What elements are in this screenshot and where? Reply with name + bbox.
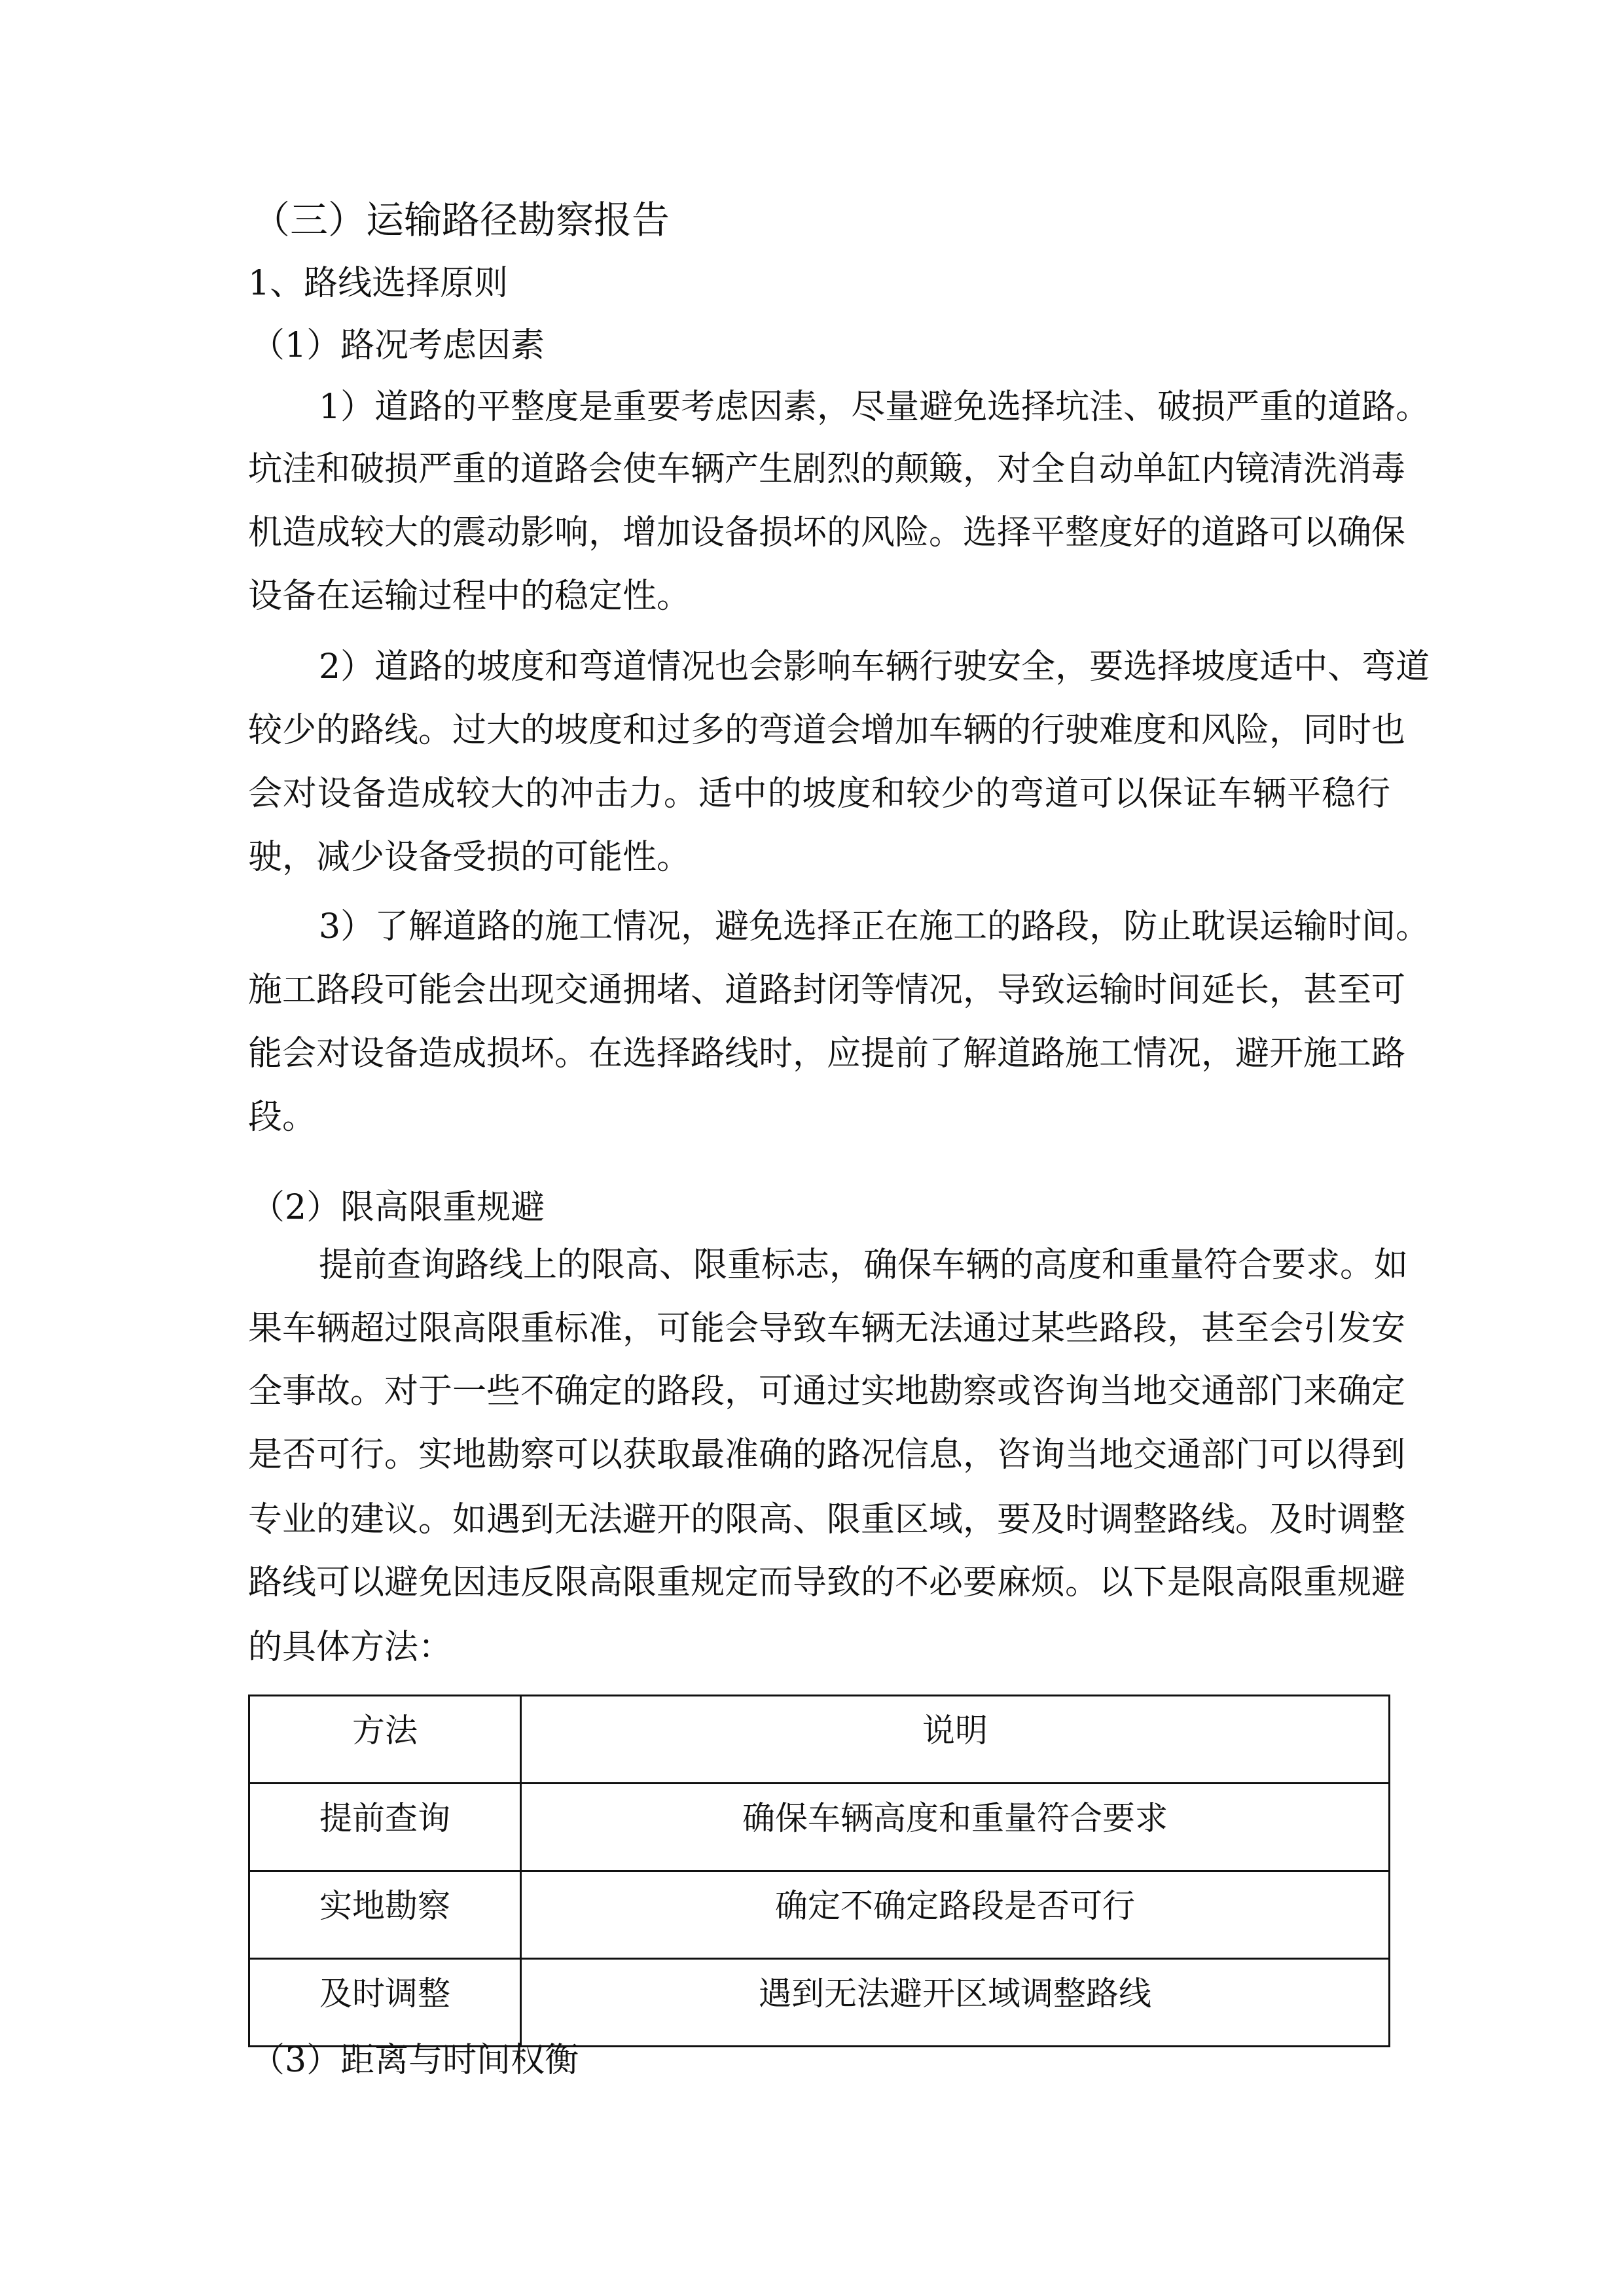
- text-line: 提前查询路线上的限高、限重标志，确保车辆的高度和重量符合要求。如: [319, 1246, 1409, 1285]
- text-line: 果车辆超过限高限重标准，可能会导致车辆无法通过某些路段，甚至会引发安: [248, 1309, 1406, 1348]
- text-line: 会对设备造成较大的冲击力。适中的坡度和较少的弯道可以保证车辆平稳行: [248, 774, 1390, 814]
- table-row: [249, 1784, 1390, 1871]
- table-header-row: [249, 1696, 1390, 1784]
- subsection-heading-1: （1）路况考虑因素: [251, 326, 545, 365]
- text-line: 较少的路线。过大的坡度和过多的弯道会增加车辆的行驶难度和风险，同时也: [248, 711, 1406, 750]
- text-line: 段。: [248, 1098, 317, 1137]
- text-line: 驶，减少设备受损的可能性。: [248, 838, 691, 877]
- text-line: 机造成较大的震动影响，增加设备损坏的风险。选择平整度好的道路可以确保: [248, 513, 1406, 552]
- text-line: 坑洼和破损严重的道路会使车辆产生剧烈的颠簸，对全自动单缸内镜清洗消毒: [248, 450, 1406, 489]
- table-cell: 及时调整: [249, 1959, 521, 2047]
- methods-table: [248, 1695, 1390, 2047]
- text-line: 路线可以避免因违反限高限重规定而导致的不必要麻烦。以下是限高限重规避: [248, 1563, 1406, 1602]
- page-title: （三）运输路径勘察报告: [252, 198, 670, 242]
- table-header-description: 说明: [521, 1696, 1390, 1784]
- table-cell: 遇到无法避开区域调整路线: [521, 1959, 1390, 2047]
- text-line: 全事故。对于一些不确定的路段，可通过实地勘察或咨询当地交通部门来确定: [248, 1372, 1406, 1411]
- subsection-heading-2: （2）限高限重规避: [251, 1188, 545, 1227]
- text-line: 1）道路的平整度是重要考虑因素，尽量避免选择坑洼、破损严重的道路。: [319, 387, 1430, 427]
- table-row: [249, 1959, 1390, 2047]
- table-cell: 实地勘察: [249, 1871, 521, 1959]
- table-cell: 提前查询: [249, 1784, 521, 1871]
- text-line: 2）道路的坡度和弯道情况也会影响车辆行驶安全，要选择坡度适中、弯道: [319, 647, 1430, 687]
- text-line: 施工路段可能会出现交通拥堵、道路封闭等情况，导致运输时间延长，甚至可: [248, 971, 1406, 1010]
- subsection-heading-3: （3）距离与时间权衡: [251, 2041, 579, 2080]
- text-line: 设备在运输过程中的稳定性。: [248, 577, 691, 616]
- text-line: 3）了解道路的施工情况，避免选择正在施工的路段，防止耽误运输时间。: [319, 907, 1430, 946]
- table-cell: 确定不确定路段是否可行: [521, 1871, 1390, 1959]
- text-line: 专业的建议。如遇到无法避开的限高、限重区域，要及时调整路线。及时调整: [248, 1500, 1406, 1539]
- text-line: 能会对设备造成损坏。在选择路线时，应提前了解道路施工情况，避开施工路: [248, 1034, 1406, 1073]
- text-line: 的具体方法：: [248, 1628, 453, 1667]
- text-line: 是否可行。实地勘察可以获取最准确的路况信息，咨询当地交通部门可以得到: [248, 1435, 1406, 1475]
- section-heading: 1、路线选择原则: [248, 264, 509, 303]
- table-header-method: 方法: [249, 1696, 521, 1784]
- table-row: [249, 1871, 1390, 1959]
- table-cell: 确保车辆高度和重量符合要求: [521, 1784, 1390, 1871]
